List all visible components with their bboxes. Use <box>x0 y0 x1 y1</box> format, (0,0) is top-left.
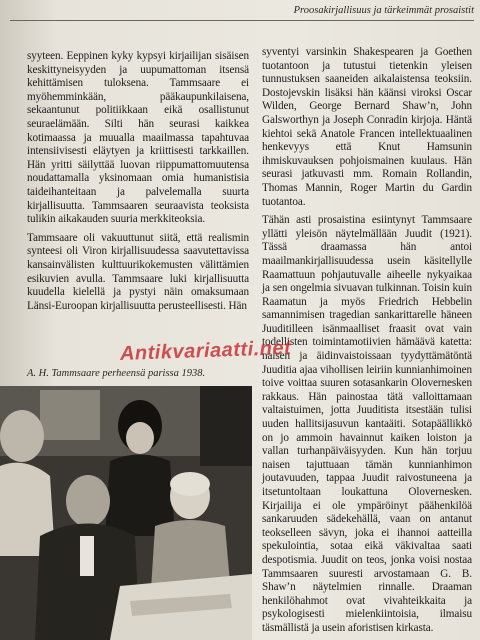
right-paragraph-1: syventyi varsinkin Shakespearen ja Goethen tuotantoon ja tutustui tietenkin yleisen tunnustuksen saaneiden aikalaistensa teoksiin. Dostojevskin lisäksi hän käänsi viroksi Oscar Wilden, George Bernard Shaw’n, John Galsworthyn ja Joseph Conradin kirjoja. Häntä kiehtoi sekä Anatole Francen intellektuaalinen henkevyys että Knut Hamsunin ihmiskuvauksen pohjoismainen kuulaus. Hän seurasi jatkuvasti mm. Romain Rollandin, Thomas Mannin, Roger Martin du Gardin tuotantoa. <box>262 46 472 208</box>
family-photo <box>0 386 252 640</box>
left-text-column <box>27 50 249 313</box>
left-paragraph-1: syyteen. Eeppinen kyky kypsyi kirjailijan sisäisen keskittyneisyyden ja uupumattoman itsensä kehittämisen tuloksena. Tammsaare ei myöhemminkään, pääkaupunkilaisena, sekaantunut politiikkaan eikä osallistunut seuraelämään. Silti hän seurasi kaikkea kotimaassa ja muualla maailmassa tapahtuvaa intensiivisesti eläytyen ja kriittisesti tarkkaillen. Hän yritti säilyttää luovan riippumattomuutensa noudattamalla yksinomaan omia humanistisia taideihanteitaan ja palvelemalla suurta kirjallisuutta. Tammsaaren seuraavista teoksista tulikin aikakauden suuria merkkiteoksia. <box>27 50 249 226</box>
family-photo-icon <box>0 386 252 640</box>
running-head: Proosakirjallisuus ja tärkeimmät prosaistit <box>293 5 474 16</box>
header-rule <box>10 20 474 21</box>
photo-caption: A. H. Tammsaare perheensä parissa 1938. <box>27 368 206 379</box>
left-paragraph-2: Tammsaare oli vakuuttunut siitä, että realismin synteesi oli Viron kirjallisuudessa saavutettavissa kansainvälisten kulttuurikokemusten välittämien esikuvien avulla. Tammsaare luki kirjallisuutta kuudella kielellä ja pystyi näin omaksumaan Länsi-Euroopan kirjallisuutta perusteellisesti. Hän <box>27 231 249 312</box>
watermark: Antikvariaatti.net <box>119 337 292 365</box>
right-text-column <box>262 46 472 636</box>
right-paragraph-2: Tähän asti prosaistina esiintynyt Tammsaare yllätti yleisön näytelmällään Juudit (1921). Tässä draamassa hän antoi maailmankirjallisuudessa usein käsitellylle Raamattuun pohjautuvalle aiheelle nykyaikaa ja sen ongelmia sivuavan tulkinnan. Toisin kuin Raamatun ja myös Friedrich Hebbelin samannimisen tragedian sankarittarelle häneen Juuditilleen isänmaalliset fraasit ovat vain todellisten toimintamotiivien hämäävä katetta: naisen ja äidinvaistoissaan tyydyttämätöntä Juuditia ajaa vihollisen leiriin kunnianhimoinen toive voittaa suuren sotasankarin Olovernesken rakkaus. Hän painostaa tätä valloittamaan valtaistuimen, jotta Juuditista itsestään tulisi uuden hallitsijasuvun kantaäiti. Sotapäällikkö on jo ammoin havainnut kaiken loiston ja vallan turhanpäiväisyyden. Kun hän torjuu naisen tajuttuaan tämän kunnianhimon joutavuuden, tappaa Juudit raivostuneena ja itsetuntoltaan loukattuna Olovernesken. Kirjailija ei ole ympäröinyt päähenkilöä sankaruuden sädekehällä, vaan on antanut teokselleen sävyn, joka ei ihannoi aatteilla spekulointia, sotaa eikä väkivaltaa saati despotismia. Juudit on teos, jonka voisi nostaa Tammsaaren suuresti arvostamaan G. B. Shaw’n näytelmien rinnalle. Draaman henkilöhahmot ovat vivahteikkaita ja psykologisesti mielenkiintoisia, ilmaisu täsmällistä ja usein aforistisen kirkasta. <box>262 214 472 634</box>
